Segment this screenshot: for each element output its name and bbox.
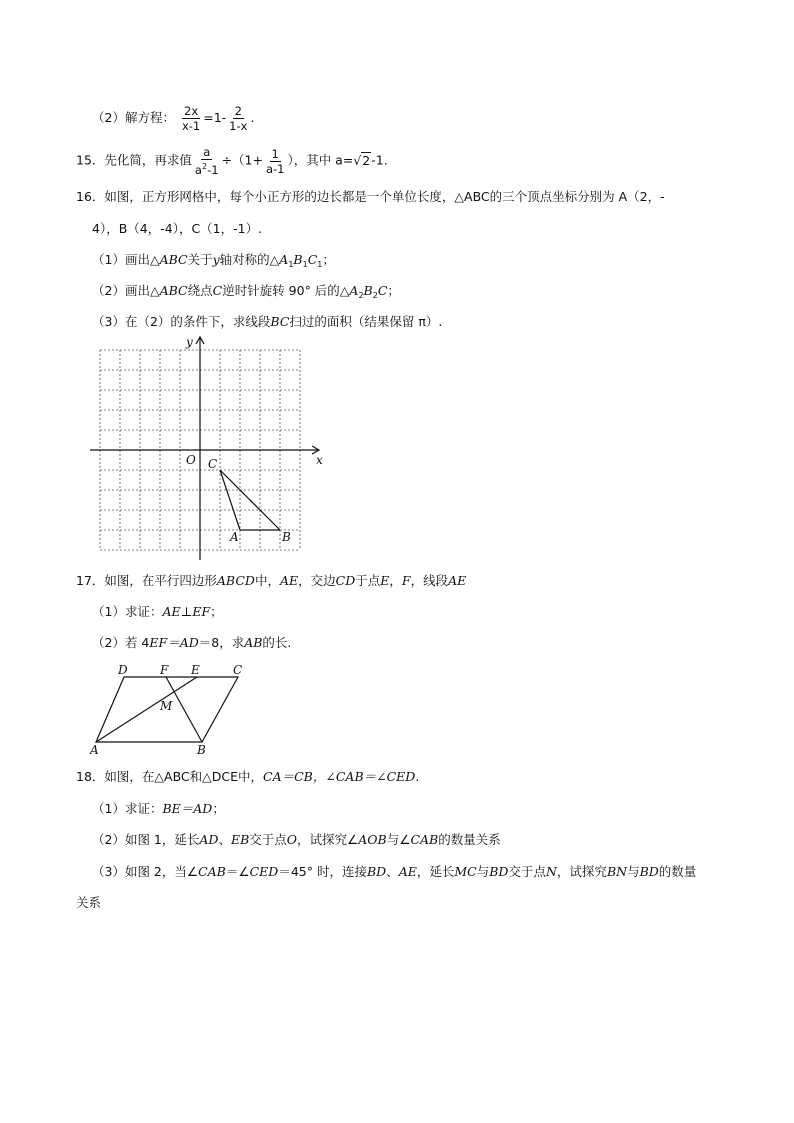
q16-part2: （2）画出△ABC绕点C逆时针旋转 90° 后的$\triangle A_2B_2C$； — [92, 283, 400, 300]
q17-part2: （2）若 4EF＝AD＝8，求AB的长. — [92, 635, 292, 650]
label-c: C — [208, 457, 218, 471]
label-o: O — [186, 453, 196, 467]
label-x: x — [316, 453, 323, 467]
q18-part2: （2）如图 1，延长AD、EB交于点O，试探究∠AOB与∠CAB的数量关系 — [92, 832, 501, 847]
q15: 15．先化简，再求值 $\frac{a}{a^2-1}$ ÷（1+ $\frac{1}{a-1}$ ），其中 a=√2-1. — [76, 145, 388, 177]
label-c: C — [233, 663, 243, 677]
q16-line1: 16．如图，正方形网格中，每个小正方形的边长都是一个单位长度，△ABC的三个顶点坐标分别为 A（2，- — [76, 189, 665, 204]
triangle-abc — [220, 470, 280, 530]
q18-line1: 18．如图，在△ABC和△DCE中，CA＝CB，∠CAB＝∠CED. — [76, 769, 420, 784]
label-y: y — [186, 335, 193, 349]
segment-ae — [96, 677, 197, 742]
q16-figure — [88, 334, 338, 564]
q17-figure — [86, 660, 256, 760]
q16-line2: 4），B（4，-4），C（1，-1）. — [92, 221, 263, 236]
label-b: B — [197, 743, 206, 757]
label-e: E — [191, 663, 200, 677]
q14-part2: （2）解方程： $\frac{2x}{x-1}$ =1- $\frac{2}{1-x}$ . — [92, 104, 255, 133]
label-m: M — [160, 699, 173, 713]
q14-fraction-2: $\frac{2}{1-x}$ — [229, 104, 248, 133]
q15-prefix: 15．先化简，再求值 — [76, 152, 192, 168]
q16-part3: （3）在（2）的条件下，求线段BC扫过的面积（结果保留 π）. — [92, 314, 443, 329]
q18-part3-line2: 关系 — [76, 895, 102, 910]
q15-fraction-2: $\frac{1}{a-1}$ — [265, 146, 285, 176]
label-f: F — [160, 663, 169, 677]
segment-ca — [220, 470, 240, 530]
segment-cb — [220, 470, 280, 530]
q18-part3: （3）如图 2，当∠CAB＝∠CED＝45° 时，连接BD、AE，延长MC与BD交于点N，试探究BN与BD的数量 — [92, 864, 697, 879]
label-d: D — [118, 663, 128, 677]
sqrt-symbol: √2 — [353, 152, 371, 168]
q14-part2-prefix: （2）解方程： — [92, 110, 175, 125]
q15-fraction-1: $\frac{a}{a^2-1}$ — [194, 145, 219, 177]
label-b: B — [282, 530, 291, 544]
axes — [90, 337, 319, 560]
q17-part1: （1）求证：AE⊥EF； — [92, 604, 223, 619]
label-a: A — [230, 530, 239, 544]
q17-line1: 17．如图，在平行四边形ABCD中，AE，交边CD于点E，F，线段AE — [76, 573, 467, 588]
q14-fraction-1: $\frac{2x}{x-1}$ — [181, 104, 201, 133]
q18-part1: （1）求证：BE＝AD； — [92, 801, 225, 816]
q16-part1: （1）画出△ABC关于y轴对称的$\triangle A_1B_1C_1$； — [92, 252, 335, 269]
label-a: A — [90, 743, 99, 757]
